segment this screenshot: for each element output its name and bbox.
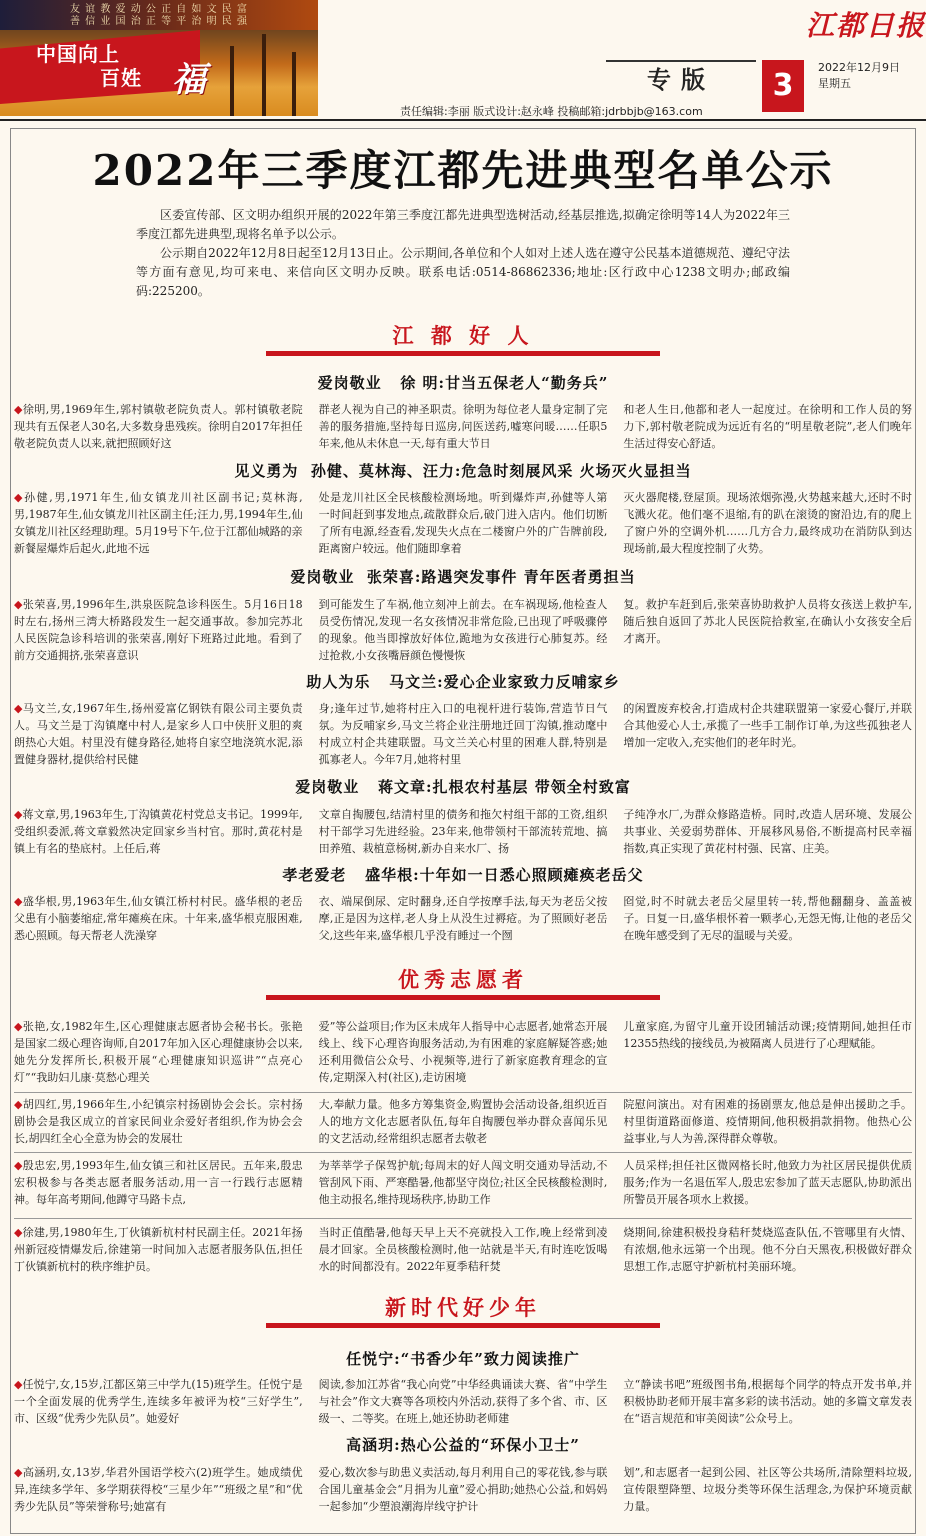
entry-headline [0,1348,926,1369]
entry-title: 张荣喜:路遇突发事件 青年医者勇担当 [366,568,636,586]
entry-headline [0,460,926,481]
entry-text: 大,奉献力量。他多方筹集资金,购置协会活动设备,组织近百人的地方文化志愿者队伍,每年自掏腰包举办群众喜闻乐见的文艺活动,经常组织志愿者去敬老 [318,1098,608,1145]
entry-text: 处是龙川社区全民核酸检测场地。听到爆炸声,孙健等人第一时间赶到事发地点,疏散群众后,破门进入店内。他们切断了所有电源,经查看,发现失火点在二楼窗户外的广告牌前段,距离窗户较远。他们随即拿着 [318,491,608,555]
masthead-rule [0,119,926,121]
section-heading-good-people [0,320,926,360]
entry-title: 盛华根:十年如一日悉心照顾瘫痪老岳父 [365,866,644,884]
diamond-bullet-icon: ◆ [14,895,23,908]
entry-body [14,806,912,858]
entry-text: 殷忠宏,男,1993年生,仙女镇三和社区居民。五年来,殷忠宏积极参与各类志愿者服务活动,用一言一行践行志愿精神。每年高考期间,他蹲守马路卡点, [14,1159,303,1206]
entry-text: 立“静读书吧”班级图书角,根据每个同学的特点开发书单,并积极协助老师开展丰富多彩的读书活动。她的多篇文章发表在“语言规范和审美阅读”公众号上。 [623,1378,912,1425]
entry-headline [0,372,926,393]
tree-decoration [230,46,234,116]
column-logo-line-1: 中国向上 [36,42,120,66]
diamond-bullet-icon: ◆ [14,702,23,715]
diamond-bullet-icon: ◆ [14,1020,23,1033]
entry-body [14,401,912,453]
masthead-banner [0,0,318,116]
tree-decoration [262,34,266,116]
entry-text: 盛华根,男,1963年生,仙女镇江桥村村民。盛华根的老岳父患有小脑萎缩症,常年瘫痪在床。十年来,盛华根克服困难,悉心照顾。每天帮老人洗澡穿 [14,895,303,942]
slogan-line-2: 善 信 业 国 治 正 等 平 治 明 民 强 [70,16,248,27]
diamond-bullet-icon: ◆ [14,808,23,821]
entry-text: 烧期间,徐建积极投身秸秆焚烧巡查队伍,不管哪里有火情、有浓烟,他永远第一个出现。他不分白天黑夜,积极做好群众思想工作,志愿守护新杭村美丽环境。 [623,1226,912,1273]
issue-date: 2022年12月9日 [818,61,900,74]
dateline [818,60,900,92]
entry-text: 划”,和志愿者一起到公园、社区等公共场所,清除塑料垃圾,宣传限塑降塑、垃圾分类等环保生活理念,为保护环境贡献力量。 [623,1466,912,1513]
entry-title: 高涵玥:热心公益的“环保小卫士” [346,1436,580,1454]
entry-title: 徐 明:甘当五保老人“勤务兵” [400,374,609,392]
entry-text: 爱”等公益项目;作为区未成年人指导中心志愿者,她常态开展线上、线下心理咨询服务活动,为有困难的家庭解疑答惑;她还利用微信公众号、小视频等,进行了新家庭教育理念的宣传,定期深入村(社区),走访困境 [318,1020,608,1084]
section-heading-text: 优秀志愿者 [398,968,528,992]
entry-text: 蒋文章,男,1963年生,丁沟镇黄花村党总支书记。1999年,受组织委派,蒋文章毅然决定回家乡当村官。那时,黄花村是镇上有名的垫底村。上任后,蒋 [14,808,303,855]
entry-body [14,700,912,770]
entry-category: 孝老爱老 [282,866,347,884]
entry-text: 囵觉,时不时就去老岳父屋里转一转,帮他翻翻身、盖盖被子。日复一日,盛华根怀着一颗孝心,无怨无悔,让他的老岳父在晚年感受到了无尽的温暖与关爱。 [623,895,912,942]
entry-text: 院慰问演出。对有困难的扬剧票友,他总是伸出援助之手。村里街道路面修道、疫情期间,他积极捐款捐物。他热心公益事业,与人为善,深得群众尊敬。 [623,1098,912,1145]
entry-text: 张荣喜,男,1996年生,洪泉医院急诊科医生。5月16日18时左右,扬州三湾大桥路段发生一起交通事故。参加完苏北人民医院急诊科培训的张荣喜,刚好下班路过此地。看到了前方交通拥挤,张荣喜意识 [14,598,303,662]
entry-text: 的闲置废弃校舍,打造成村企共建联盟第一家爱心餐厅,并联合其他爱心人士,承揽了一些手工制作订单,为这些孤独老人增加一定收入,充实他们的老年时光。 [623,702,912,749]
entry-text: 人员采样;担任社区微网格长时,他致力为社区居民提供优质服务;作为一名退伍军人,殷忠宏参加了蓝天志愿队,协助派出所警员开展各项水上救援。 [623,1159,912,1206]
entry-divider [14,1218,912,1219]
entry-body [14,596,912,666]
intro-paragraphs [136,206,790,301]
entry-text: 儿童家庭,为留守儿童开设团辅活动课;疫情期间,她担任市12355热线的接线员,为被隔离人员进行了心理赋能。 [623,1020,912,1050]
diamond-bullet-icon: ◆ [14,1378,23,1391]
entry-body [14,1464,912,1516]
entry-text: 徐明,男,1969年生,郭村镇敬老院负责人。郭村镇敬老院现共有五保老人30名,大多数身患残疾。徐明自2017年担任敬老院负责人以来,就把照顾好这 [14,403,303,450]
entry-text: 复。救护车赶到后,张荣喜协助救护人员将女孩送上救护车,随后独自返回了苏北人民医院拾救室,在确认小女孩安全后才离开。 [623,598,912,645]
intro-paragraph: 区委宣传部、区文明办组织开展的2022年第三季度江都先进典型选树活动,经基层推选,拟确定徐明等14人为2022年三季度江都先进典型,现将名单予以公示。 [136,208,790,241]
entry-category: 爱岗敬业 [290,568,355,586]
entry-body [14,1096,912,1148]
section-heading-text: 新时代好少年 [385,1296,541,1320]
section-heading-volunteers [0,964,926,1004]
section-heading-bar [266,1323,660,1328]
entry-headline [0,864,926,885]
editor-credits: 责任编辑:李丽 版式设计:赵永峰 投稿邮箱:jdrbbjb@163.com [400,105,703,118]
slogan-line-1: 友 谊 教 爱 动 公 正 自 如 文 民 富 [70,4,248,15]
entry-text: 阅读,参加江苏省“我心向党”中华经典诵读大赛、省“中学生与社会”作文大赛等各项校内外活动,获得了多个省、市、区级一、二等奖。在班上,她还协助老师建 [318,1378,608,1425]
entry-text: 张艳,女,1982年生,区心理健康志愿者协会秘书长。张艳是国家二级心理咨询师,自2017年加入区心理健康协会以来,她先分发挥所长,积极开展“心理健康知识巡讲”“点亮心灯”“我助妇儿康·莫愁心理关 [14,1020,303,1084]
paper-name-logo: 江都日报 [806,9,926,42]
entry-text: 为莘莘学子保驾护航;每周末的好人闯文明交通劝导活动,不管刮风下雨、严寒酷暑,他都坚守岗位;社区全民核酸检测时,他主动报名,维持现场秩序,协助工作 [318,1159,608,1206]
issue-weekday: 星期五 [818,77,851,90]
entry-text: 徐建,男,1980年生,丁伙镇新杭村村民副主任。2021年扬州新冠疫情爆发后,徐建第一时间加入志愿者服务队伍,担任丁伙镇新杭村的秩序维护员。 [14,1226,303,1273]
diamond-bullet-icon: ◆ [14,1226,23,1239]
entry-divider [14,1092,912,1093]
entry-divider [14,1152,912,1153]
entry-headline [0,776,926,797]
entry-text: 爱心,数次参与助患义卖活动,每月利用自己的零花钱,参与联合国儿童基金会“月捐为儿童”爱心捐助;她热心公益,和妈妈一起参加“少塑浪潮海岸线守护计 [318,1466,608,1513]
section-heading-text: 江 都 好 人 [392,324,534,348]
entry-headline [0,1434,926,1455]
entry-text: 马文兰,女,1967年生,扬州爱富亿钢铁有限公司主要负责人。马文兰是丁沟镇麾中村人,是家乡人口中侠肝义胆的爽朗热心大姐。村里没有健身路径,她将自家空地浇筑水泥,添置健身器材,提供给村民健 [14,702,303,766]
entry-body [14,1224,912,1276]
section-heading-bar [266,995,660,1000]
diamond-bullet-icon: ◆ [14,598,23,611]
page-title: 2022年三季度江都先进典型名单公示 [92,146,834,195]
section-heading-youth [0,1292,926,1332]
tree-decoration [292,52,296,116]
entry-body [14,1376,912,1428]
entry-category: 爱岗敬业 [317,374,382,392]
diamond-bullet-icon: ◆ [14,491,25,504]
entry-text: 到可能发生了车祸,他立刻冲上前去。在车祸现场,他检查人员受伤情况,发现一名女孩情况非常危险,已出现了呼吸骤停的现象。他当即撑放好体位,跪地为女孩进行心肺复苏。经过抢救,小女孩嘴唇颜色慢慢恢 [318,598,608,662]
diamond-bullet-icon: ◆ [14,403,23,416]
entry-text: 高涵玥,女,13岁,华君外国语学校六(2)班学生。她成绩优异,连续多学年、多学期获得校“三星少年”“班级之星”和“优秀少先队员”等荣誉称号;她富有 [14,1466,303,1513]
entry-text: 孙健,男,1971年生,仙女镇龙川社区副书记;莫林海,男,1987年生,仙女镇龙川社区副主任;汪力,男,1994年生,仙女镇龙川社区经理助理。5月19号下午,位于江都仙城路的亲新餐屋爆炸后起火,此地不远 [14,491,303,555]
section-label: 专版 [606,60,756,98]
banner-slogan [70,4,248,28]
diamond-bullet-icon: ◆ [14,1159,23,1172]
entry-body [14,489,912,559]
entry-title: 马文兰:爱心企业家致力反哺家乡 [389,673,620,691]
entry-title: 蒋文章:扎根农村基层 带领全村致富 [377,778,631,796]
diamond-bullet-icon: ◆ [14,1098,23,1111]
section-heading-bar [266,351,660,356]
entry-text: 群老人视为自己的神圣职责。徐明为每位老人量身定制了完善的服务措施,坚持每日巡房,问医送药,嘘寒问暖……任职5年来,他从未休息一天,每有重大节日 [318,403,608,450]
column-logo-line-2: 百姓 [100,66,142,90]
entry-text: 胡四红,男,1966年生,小纪镇宗村扬剧协会会长。宗村扬剧协会是我区成立的首家民间业余爱好者组织,作为协会会长,胡四红全心全意为协会的发展壮 [14,1098,303,1145]
diamond-bullet-icon: ◆ [14,1466,23,1479]
entry-title: 任悦宁:“书香少年”致力阅读推广 [346,1350,580,1368]
entry-text: 灭火器爬楼,登屋顶。现场浓烟弥漫,火势越来越大,还时不时飞溅火花。他们毫不退缩,有的趴在滚烫的窗沿边,有的爬上了窗户外的空调外机……几方合力,最终成功在消防队到达现场前,最大程度控制了火势。 [623,491,912,555]
entry-text: 衣、端屎倒尿、定时翻身,还自学按摩手法,每天为老岳父按摩,正是因为这样,老人身上从没生过褥疮。为了照顾好老岳父,这些年来,盛华根几乎没有睡过一个囫 [318,895,608,942]
entry-body [14,1018,912,1088]
entry-text: 任悦宁,女,15岁,江都区第三中学九(15)班学生。任悦宁是一个全面发展的优秀学生,连续多年被评为校“三好学生”,市、区级“优秀少先队员”。她爱好 [14,1378,303,1425]
entry-title: 孙健、莫林海、汪力:危急时刻展风采 火场灭火显担当 [310,462,692,480]
entry-text: 文章自掏腰包,结清村里的债务和拖欠村组干部的工资,组织村干部学习先进经验。23年来,他带领村干部流转荒地、搞田养殖、栽植意杨树,新办自来水厂、扬 [318,808,608,855]
entry-category: 见义勇为 [234,462,299,480]
entry-headline [0,671,926,692]
entry-body [14,1157,912,1209]
entry-body [14,893,912,945]
entry-category: 助人为乐 [306,673,371,691]
entry-text: 子纯净水厂,为群众修路造桥。同时,改造人居环境、发展公共事业、关爱弱势群体、开展移风易俗,不断提高村民幸福指数,真正实现了黄花村村强、民富、庄美。 [623,808,912,855]
intro-paragraph: 公示期自2022年12月8日起至12月13日止。公示期间,各单位和个人如对上述人选在遵守公民基本道德规范、遵纪守法等方面有意见,均可来电、来信向区文明办反映。联系电话:0514-86862336;地址:区行政中心1238文明办;邮政编码:225200。 [136,246,790,298]
page-number-badge: 3 [762,60,804,112]
entry-text: 和老人生日,他都和老人一起度过。在徐明和工作人员的努力下,郭村敬老院成为远近有名的“明星敬老院”,老人们晚年生活过得安心舒适。 [623,403,912,450]
entry-text: 身;逢年过节,她将村庄入口的电视杆进行装饰,营造节日气氛。为反哺家乡,马文兰将企业注册地迁回丁沟镇,推动麾中村成立村企共建联盟。马文兰关心村里的困难人群,特别是孤寡老人。今年7月,她将村里 [318,702,608,766]
entry-text: 当时正值酷暑,他每天早上天不亮就投入工作,晚上经常到凌晨才回家。全员核酸检测时,他一站就是半天,有时连吃饭喝水的时间都没有。2022年夏季秸秆焚 [318,1226,608,1273]
column-logo-fu: 福 [172,60,206,100]
entry-headline [0,566,926,587]
entry-category: 爱岗敬业 [295,778,360,796]
